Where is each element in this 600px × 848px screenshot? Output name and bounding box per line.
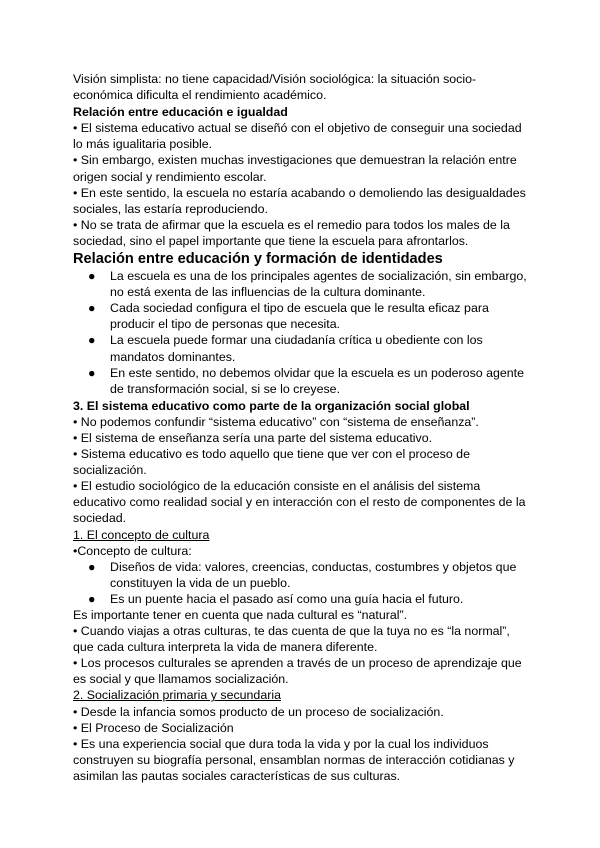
paragraph: • El sistema educativo actual se diseñó con el objetivo de conseguir una sociedad lo más igualitaria posible. bbox=[73, 121, 522, 152]
section-heading-sistema: 3. El sistema educativo como parte de la organización social global bbox=[73, 398, 470, 413]
section-heading-igualdad: Relación entre educación e igualdad bbox=[73, 105, 288, 120]
list-item-text: Cada sociedad configura el tipo de escuela que le resulta eficaz para producir el tipo de personas que necesita. bbox=[110, 301, 489, 332]
list-item-text: La escuela es una de los principales agentes de socialización, sin embargo, no está exenta de las influencias de la cultura dominante. bbox=[110, 269, 527, 300]
page-content bbox=[73, 71, 533, 784]
bullet-icon: ● bbox=[88, 269, 96, 284]
list-item-text: Es un puente hacia el pasado así como una guía hacia el futuro. bbox=[110, 591, 464, 606]
bullet-icon: ● bbox=[88, 365, 96, 380]
list-item bbox=[73, 559, 533, 591]
bullet-icon: ● bbox=[88, 301, 96, 316]
list-item-text: En este sentido, no debemos olvidar que la escuela es un poderoso agente de transformación social, si se lo creyese. bbox=[110, 365, 524, 396]
paragraph: • Sistema educativo es todo aquello que tiene que ver con el proceso de socialización. bbox=[73, 447, 470, 478]
paragraph: • No se trata de afirmar que la escuela es el remedio para todos los males de la sociedad, sino el papel importante que tiene la escuela para afrontarlos. bbox=[73, 217, 510, 248]
paragraph: • El Proceso de Socialización bbox=[73, 720, 234, 735]
list-item-text: La escuela puede formar una ciudadanía crítica u obediente con los mandatos dominantes. bbox=[110, 333, 483, 364]
list-item bbox=[73, 268, 533, 300]
section-heading-cultura: 1. El concepto de cultura bbox=[73, 527, 210, 542]
identidades-list bbox=[73, 268, 533, 397]
paragraph: • Los procesos culturales se aprenden a través de un proceso de aprendizaje que es social y que llamamos socialización. bbox=[73, 656, 522, 687]
list-item bbox=[73, 365, 533, 397]
section-heading-socializacion: 2. Socialización primaria y secundaria bbox=[73, 688, 281, 703]
paragraph: Visión simplista: no tiene capacidad/Visión sociológica: la situación socio-económica dificulta el rendimiento académico. bbox=[73, 72, 477, 103]
list-item bbox=[73, 332, 533, 364]
paragraph: •Concepto de cultura: bbox=[73, 543, 192, 558]
paragraph: • Cuando viajas a otras culturas, te das cuenta de que la tuya no es “la normal”, que cada cultura interpreta la vida de manera diferente. bbox=[73, 624, 510, 655]
list-item-text: Diseños de vida: valores, creencias, conductas, costumbres y objetos que constituyen la vida de un pueblo. bbox=[110, 559, 517, 590]
bullet-icon: ● bbox=[88, 559, 96, 574]
paragraph: • El sistema de enseñanza sería una parte del sistema educativo. bbox=[73, 430, 433, 445]
paragraph: Es importante tener en cuenta que nada cultural es “natural”. bbox=[73, 608, 408, 622]
list-item bbox=[73, 300, 533, 332]
paragraph: • Es una experiencia social que dura toda la vida y por la cual los individuos construyen su biografía personal, ensamblan normas de interacción cotidianas y asimilan las pautas sociales características de sus culturas. bbox=[73, 736, 515, 783]
paragraph: • En este sentido, la escuela no estaría acabando o demoliendo las desigualdades sociales, las estaría reproduciendo. bbox=[73, 185, 526, 216]
paragraph: • Desde la infancia somos producto de un proceso de socialización. bbox=[73, 704, 444, 719]
paragraph: • Sin embargo, existen muchas investigaciones que demuestran la relación entre origen social y rendimiento escolar. bbox=[73, 153, 517, 184]
paragraph: • El estudio sociológico de la educación consiste en el análisis del sistema educativo como realidad social y en interacción con el resto de componentes de la sociedad. bbox=[73, 479, 526, 526]
list-item bbox=[73, 591, 533, 607]
section-heading-identidades: Relación entre educación y formación de identidades bbox=[73, 251, 443, 268]
paragraph: • No podemos confundir “sistema educativo” con “sistema de enseñanza”. bbox=[73, 414, 479, 429]
cultura-list bbox=[73, 559, 533, 607]
bullet-icon: ● bbox=[88, 591, 96, 606]
bullet-icon: ● bbox=[88, 333, 96, 348]
